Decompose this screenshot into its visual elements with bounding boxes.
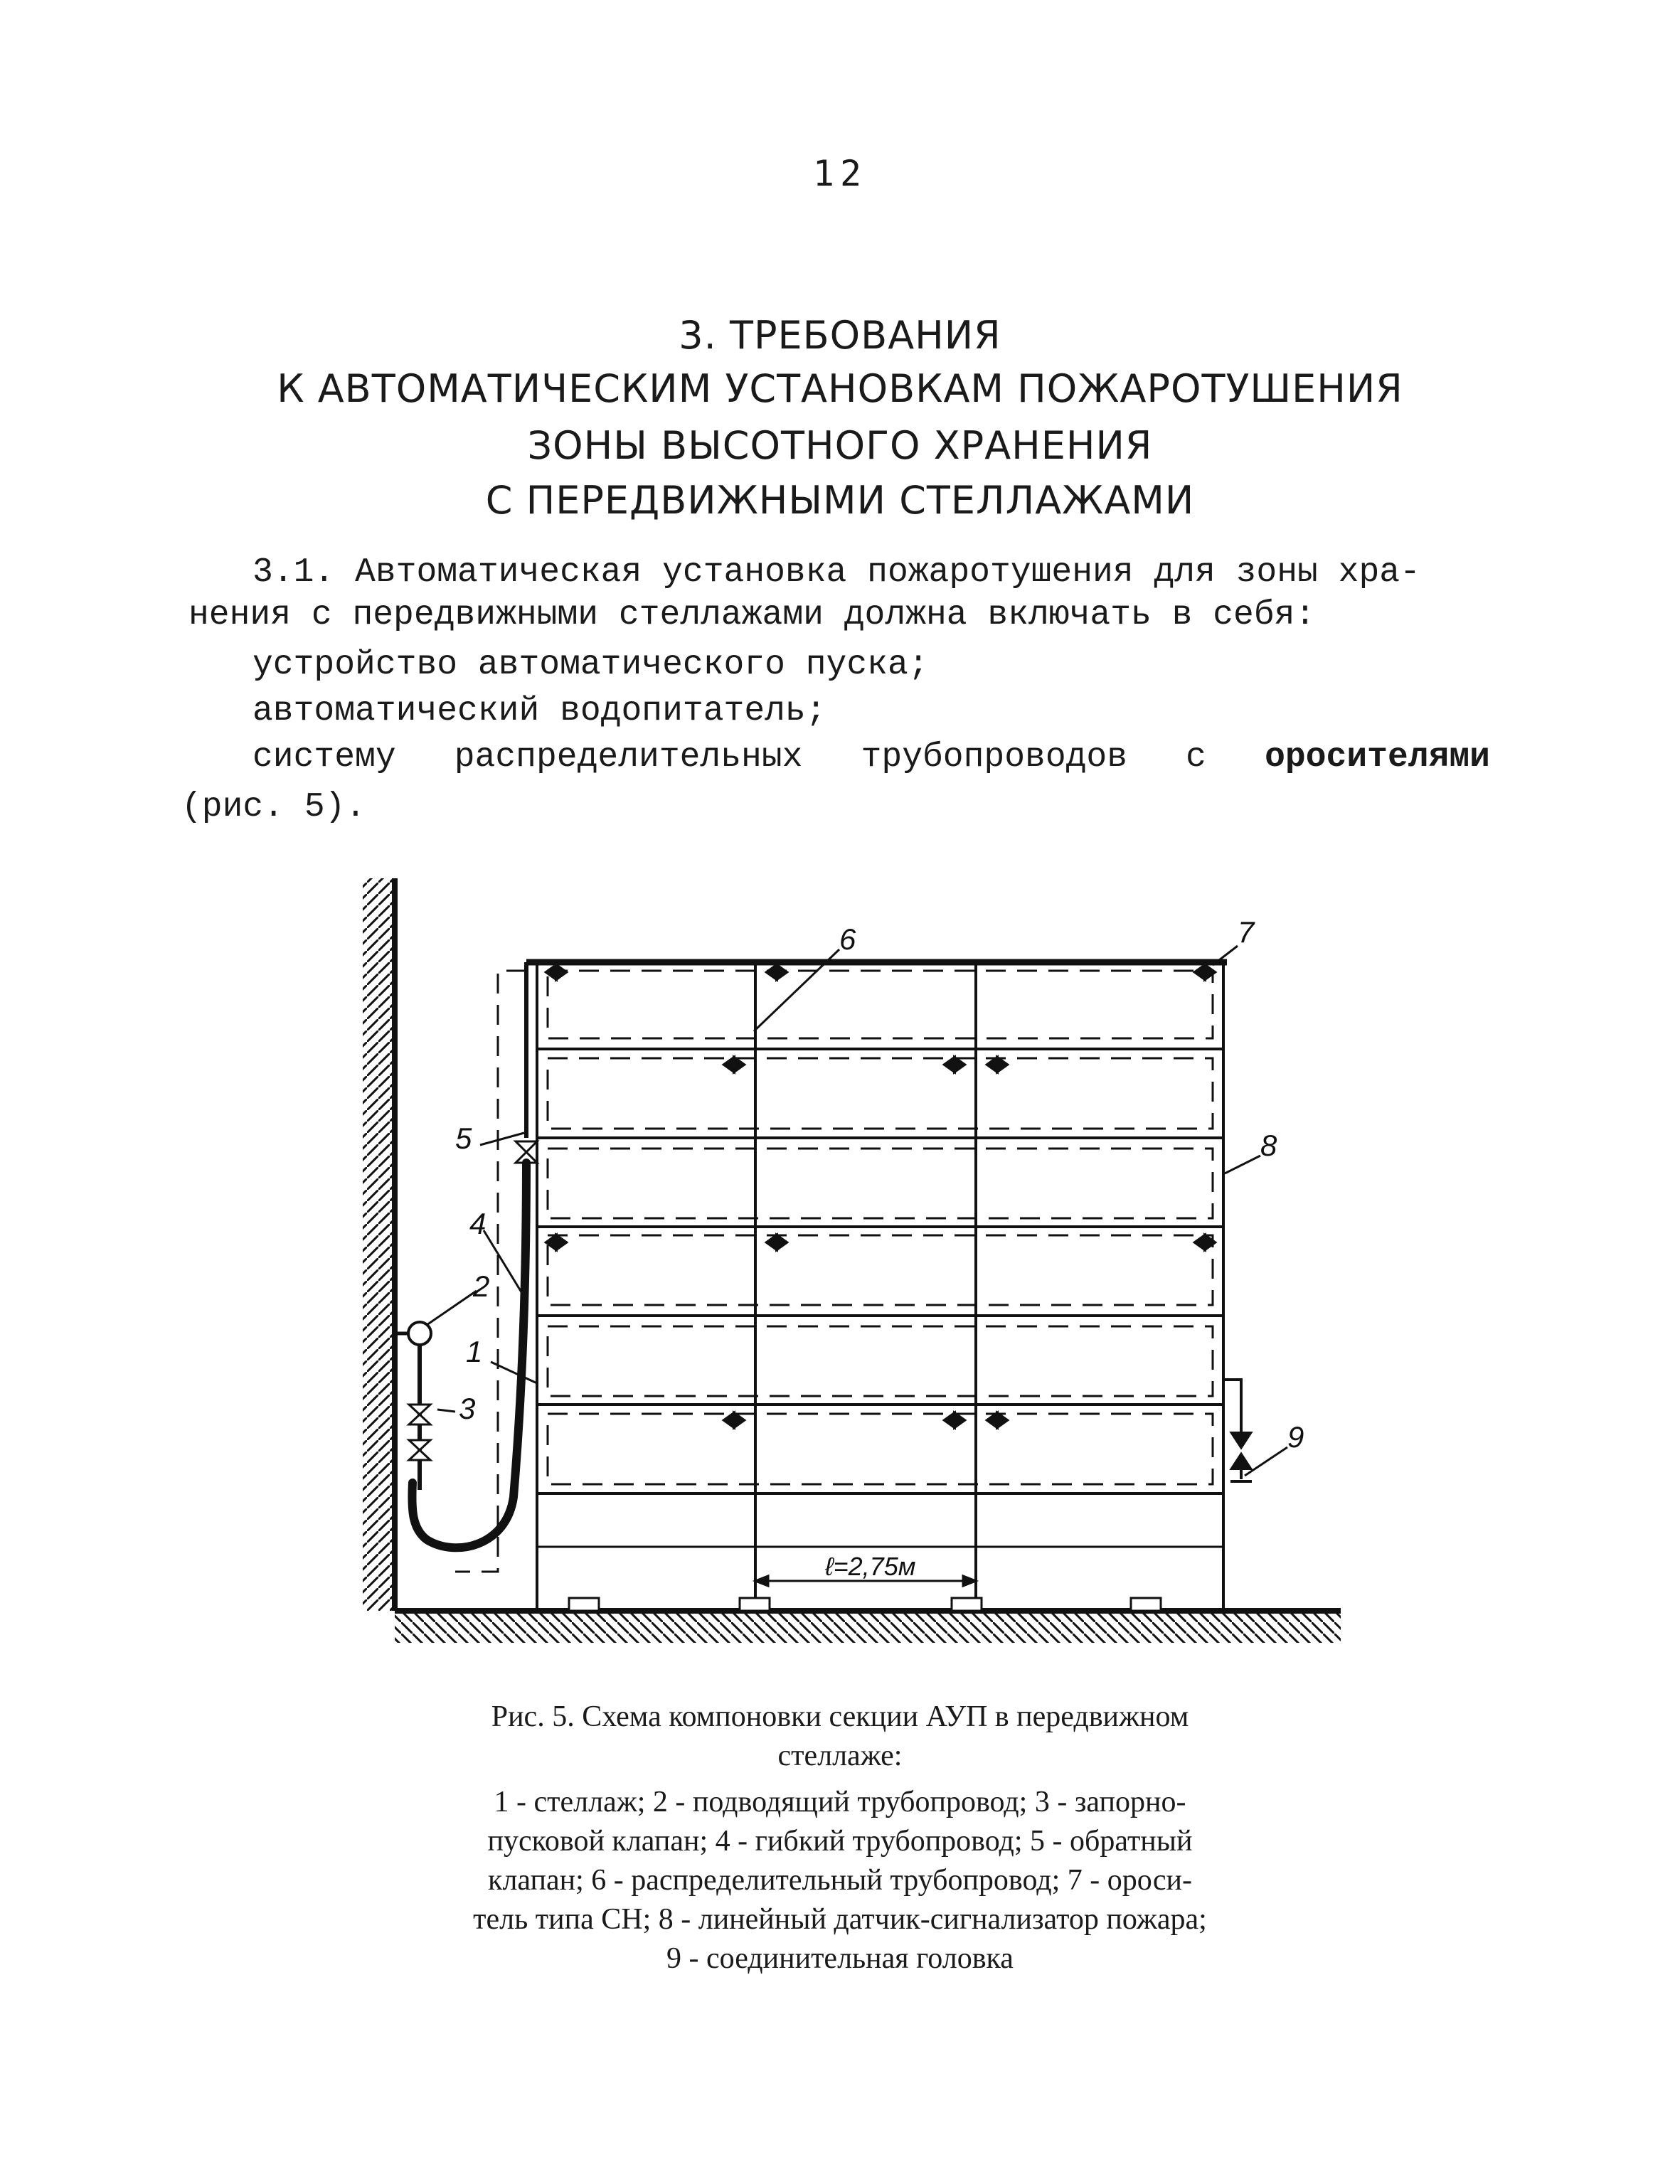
figure-caption-line-6: тель типа СН; 8 - линейный датчик-сигнализатор пожара;: [473, 1903, 1207, 1936]
item-3-word-1: систему: [252, 738, 396, 777]
callout-9: 9: [1287, 1420, 1304, 1454]
floor: [395, 1611, 1341, 1643]
figure-caption-line-5: клапан; 6 - распределительный трубопровод; 7 - ороси-: [488, 1864, 1192, 1897]
sprinkler-icons: [546, 965, 1215, 1427]
item-3-word-3: трубопроводов: [861, 738, 1128, 777]
wall: [363, 878, 395, 1611]
callout-8: 8: [1260, 1129, 1277, 1162]
page-number: 12: [812, 153, 868, 194]
heading-line-1: 3. ТРЕБОВАНИЯ: [679, 313, 1001, 358]
figure-caption-line-7: 9 - соединительная головка: [666, 1942, 1014, 1975]
callout-2: 2: [473, 1269, 490, 1303]
paragraph-item-1: устройство автоматического пуска;: [252, 646, 929, 684]
callout-3: 3: [459, 1392, 476, 1425]
callout-7: 7: [1238, 915, 1255, 949]
rack-layout-diagram: [356, 871, 1351, 1682]
heading-line-4: С ПЕРЕДВИЖНЫМИ СТЕЛЛАЖАМИ: [485, 478, 1195, 523]
item-3-word-2: распределительных: [454, 738, 803, 777]
paragraph-item-3: [252, 736, 1490, 779]
heading-line-2: К АВТОМАТИЧЕСКИМ УСТАНОВКАМ ПОЖАРОТУШЕНИЯ: [277, 366, 1403, 411]
figure-caption-line-2: стеллаже:: [777, 1740, 903, 1772]
rack: [526, 962, 1227, 1611]
callout-4: 4: [469, 1207, 487, 1240]
callout-1: 1: [466, 1335, 483, 1368]
figure-caption-line-4: пусковой клапан; 4 - гибкий трубопровод; 5 - обратный: [487, 1825, 1193, 1858]
line-fire-detector: [455, 971, 1213, 1572]
heading-line-3: ЗОНЫ ВЫСОТНОГО ХРАНЕНИЯ: [527, 423, 1153, 468]
callout-6: 6: [839, 922, 856, 956]
item-3-word-4: с: [1186, 738, 1206, 777]
paragraph-line-2: нения с передвижными стеллажами должна включать в себя:: [188, 596, 1316, 634]
paragraph-line-1: 3.1. Автоматическая установка пожаротушения для зоны хра-: [252, 553, 1420, 592]
item-3-word-5: оросителями: [1265, 738, 1490, 777]
figure-caption-line-1: Рис. 5. Схема компоновки секции АУП в передвижном: [491, 1700, 1189, 1733]
dimension-label: ℓ=2,75м: [825, 1552, 916, 1581]
paragraph-item-3-end: (рис. 5).: [181, 788, 366, 826]
paragraph-item-2: автоматический водопитатель;: [252, 692, 826, 730]
callout-5: 5: [455, 1122, 472, 1155]
coupling-head-icon: [1223, 1380, 1252, 1481]
figure-caption-line-3: 1 - стеллаж; 2 - подводящий трубопровод; 3 - запорно-: [494, 1786, 1186, 1818]
